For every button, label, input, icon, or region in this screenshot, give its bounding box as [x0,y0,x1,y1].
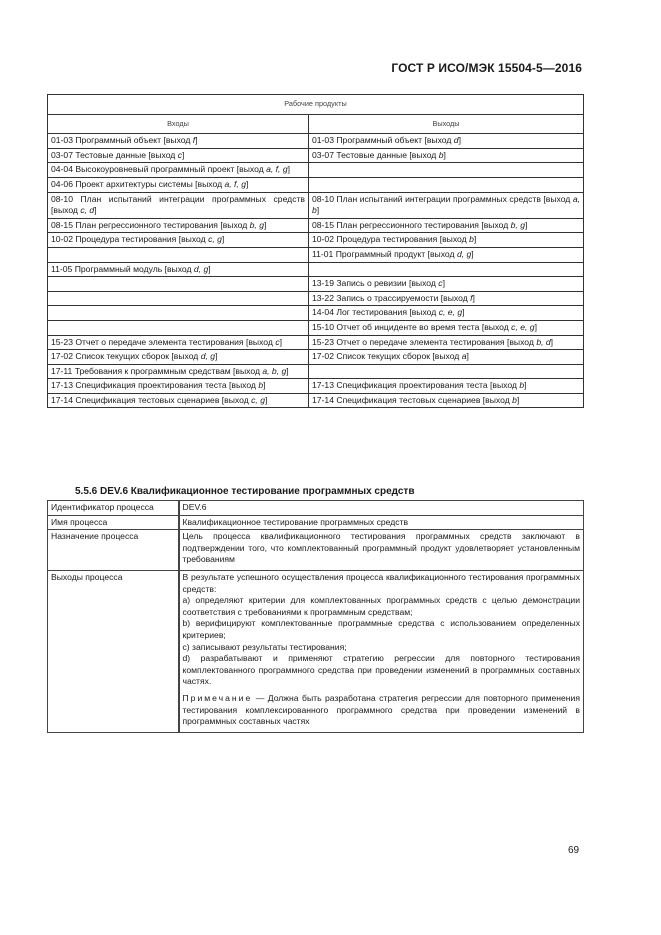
table-row [48,247,584,262]
table-row [48,291,584,306]
output-outcome-letters: b [469,234,474,245]
process-outputs-row [48,570,584,732]
input-text: 17-11 Требования к программным средствам [выход [51,365,263,376]
input-text: 08-10 План испытаний интеграции программных средств [выход [51,193,305,216]
work-products-title-row [48,95,584,115]
input-cell [48,233,309,248]
input-cell [48,134,309,149]
work-products-title: Рабочие продукты [48,95,584,115]
document-header: ГОСТ Р ИСО/МЭК 15504-5—2016 [391,61,582,75]
output-outcome-letters: d [453,135,459,146]
input-text: 17-14 Спецификация тестовых сценариев [выход [51,394,252,405]
output-bracket-close: ] [525,219,528,230]
output-outcome-letters: a [461,351,467,362]
output-text: 15-23 Отчет о передаче элемента тестирования [выход [312,336,537,347]
input-cell [48,320,309,335]
input-outcome-letters: c, g [208,234,222,245]
input-outcome-letters: f [192,135,196,146]
input-cell [48,306,309,321]
output-bracket-close: ] [442,278,445,289]
purpose-text: Цель процесса квалификационного тестирования программных средств заключают в подтверждении того, что комплектованный программный продукт удовлетворяет установленным требованиям [182,531,580,565]
output-cell [309,233,584,248]
output-cell [309,393,584,408]
output-text: 13-19 Запись о ревизии [выход [312,278,439,289]
table-row [48,364,584,379]
input-text: 10-02 Процедура тестирования [выход [51,234,209,245]
output-bracket-close: ] [443,149,446,160]
input-text: 01-03 Программный объект [выход [51,135,193,146]
input-text: 04-04 Высокоуровневый программный проект [выход [51,164,267,175]
output-text: 03-07 Тестовые данные [выход [312,149,439,160]
input-bracket-close: ] [195,135,198,146]
output-text: 17-13 Спецификация проектирования теста [выход [312,380,520,391]
input-cell [48,192,309,218]
input-cell [48,350,309,365]
output-text: 08-10 План испытаний интеграции программных средств [выход [312,193,573,204]
input-cell [48,291,309,306]
inputs-header: Входы [48,114,309,134]
input-text: 17-13 Спецификация проектирования теста [выход [51,380,259,391]
output-outcome-letters: b [512,394,517,405]
input-outcome-letters: d, g [200,351,216,362]
output-text: 17-14 Спецификация тестовых сценариев [выход [312,394,513,405]
output-bracket-close: ] [466,351,469,362]
table-row [48,233,584,248]
input-outcome-letters: b [258,380,264,391]
input-text: 04-06 Проект архитектуры системы [выход [51,178,225,189]
output-cell [309,277,584,292]
output-bracket-close: ] [471,248,474,259]
work-products-header-row [48,114,584,134]
input-bracket-close: ] [215,351,218,362]
process-purpose-value [179,530,584,571]
process-id-label: Идентификатор процесса [48,501,179,516]
output-cell [309,335,584,350]
output-cell [309,148,584,163]
process-purpose-label: Назначение процесса [48,530,179,571]
input-bracket-close: ] [221,234,225,245]
process-name-label: Имя процесса [48,515,179,530]
output-text: 10-02 Процедура тестирования [выход [312,234,470,245]
output-cell [309,306,584,321]
outputs-item-b: b) верифицируют комплектованные программные средства с использованием определенных критериев; [182,618,580,640]
process-table [47,500,584,733]
input-outcome-letters: c [275,336,280,347]
output-cell [309,364,584,379]
input-outcome-letters: c, g [251,394,265,405]
table-row [48,192,584,218]
output-cell [309,350,584,365]
output-cell [309,192,584,218]
table-row [48,277,584,292]
output-outcome-letters: f [470,292,473,303]
process-id-row [48,501,584,516]
outputs-note [183,693,581,728]
input-text: 03-07 Тестовые данные [выход [51,149,178,160]
table-row [48,320,584,335]
input-cell [48,364,309,379]
outputs-header: Выходы [309,114,584,134]
input-text: 11-05 Программный модуль [выход [51,263,194,274]
table-row [48,335,584,350]
output-bracket-close: ] [473,234,477,245]
input-bracket-close: ] [286,365,289,376]
output-text: 11-01 Программный продукт [выход [312,248,457,259]
outputs-item-a: а) определяют критерии для комплектованных программных средств с целью демонстрации соответствия с требованиями к программным средствам; [182,595,580,617]
output-bracket-close: ] [472,292,475,303]
output-text: 08-15 План регрессионного тестирования [выход [312,219,511,230]
note-text: — Должна быть разработана стратегия регрессии для повторного применения тестирования комплексированного программного средства при проведении изменений в программных составных частях [182,692,580,727]
input-bracket-close: ] [263,380,266,391]
output-outcome-letters: c, e, g [438,307,463,318]
outputs-item-d: d) разрабатывают и применяют стратегию регрессии для повторного тестирования комплектованного программного средства при проведении изменений в программных составных частях. [182,653,580,687]
input-bracket-close: ] [94,205,97,216]
input-bracket-close: ] [279,336,282,347]
input-cell [48,379,309,394]
output-cell [309,163,584,178]
output-text: 13-22 Запись о трассируемости [выход [312,292,471,303]
table-row [48,393,584,408]
input-cell [48,148,309,163]
input-text: 17-02 Список текущих сборок [выход [51,351,201,362]
outputs-intro: В результате успешного осуществления процесса квалификационного тестирования программных средств: [182,571,580,594]
input-bracket-close: ] [182,149,185,160]
output-outcome-letters: d, g [456,248,472,259]
table-row [48,306,584,321]
process-purpose-row [48,530,584,571]
input-outcome-letters: b, g [249,219,264,230]
input-outcome-letters: d, g [193,263,209,274]
output-outcome-letters: b [438,149,444,160]
table-row [48,379,584,394]
output-bracket-close: ] [462,307,465,318]
output-bracket-close: ] [316,205,320,216]
input-outcome-letters: a, b, g [262,365,287,376]
output-text: 17-02 Список текущих сборок [выход [312,351,462,362]
process-name-value: Квалификационное тестирование программных средств [179,515,584,530]
input-outcome-letters: c [177,149,182,160]
output-text: 01-03 Программный объект [выход [312,135,454,146]
output-bracket-close: ] [534,321,537,332]
input-cell [48,393,309,408]
input-cell [48,277,309,292]
table-row [48,177,584,192]
work-products-table [47,94,584,408]
input-cell [48,163,309,178]
section-title: 5.5.6 DEV.6 Квалификационное тестирование программных средств [75,486,415,497]
output-bracket-close: ] [516,394,520,405]
output-cell [309,218,584,233]
input-outcome-letters: a, f, g [224,178,246,189]
table-row [48,350,584,365]
output-cell [309,177,584,192]
input-cell [48,335,309,350]
output-cell [309,379,584,394]
output-cell [309,134,584,149]
output-outcome-letters: c [438,278,443,289]
output-bracket-close: ] [550,336,554,347]
table-row [48,148,584,163]
output-cell [309,262,584,277]
table-row [48,163,584,178]
input-bracket-close: ] [264,219,267,230]
table-row [48,262,584,277]
output-outcome-letters: a, b [312,193,580,216]
outputs-item-c: с) записывают результаты тестирования; [182,641,347,652]
note-label: Примечание [182,692,253,703]
output-outcome-letters: c, e, g [511,321,535,332]
output-text: 15-10 Отчет об инциденте во время теста [выход [312,321,512,332]
output-bracket-close: ] [458,135,461,146]
input-cell [48,247,309,262]
process-outputs-value [179,570,584,732]
table-row [48,134,584,149]
input-text: 15-23 Отчет о передаче элемента тестирования [выход [51,336,276,347]
page-number: 69 [568,845,580,856]
output-cell [309,291,584,306]
input-bracket-close: ] [208,263,211,274]
input-text: 08-15 План регрессионного тестирования [выход [51,219,250,230]
input-outcome-letters: c, d [80,205,95,216]
output-text: 14-04 Лог тестирования [выход [312,307,439,318]
output-outcome-letters: b [519,380,525,391]
process-outputs-label: Выходы процесса [48,570,179,732]
process-id-value: DEV.6 [179,501,584,516]
input-bracket-close: ] [287,164,290,175]
output-cell [309,247,584,262]
input-cell [48,177,309,192]
table-row [48,218,584,233]
output-outcome-letters: b, g [510,219,525,230]
input-cell [48,262,309,277]
output-bracket-close: ] [524,380,527,391]
input-bracket-close: ] [245,178,249,189]
input-cell [48,218,309,233]
input-outcome-letters: a, f, g [266,164,288,175]
process-name-row [48,515,584,530]
input-bracket-close: ] [264,394,268,405]
output-outcome-letters: b, d [536,336,551,347]
output-cell [309,320,584,335]
